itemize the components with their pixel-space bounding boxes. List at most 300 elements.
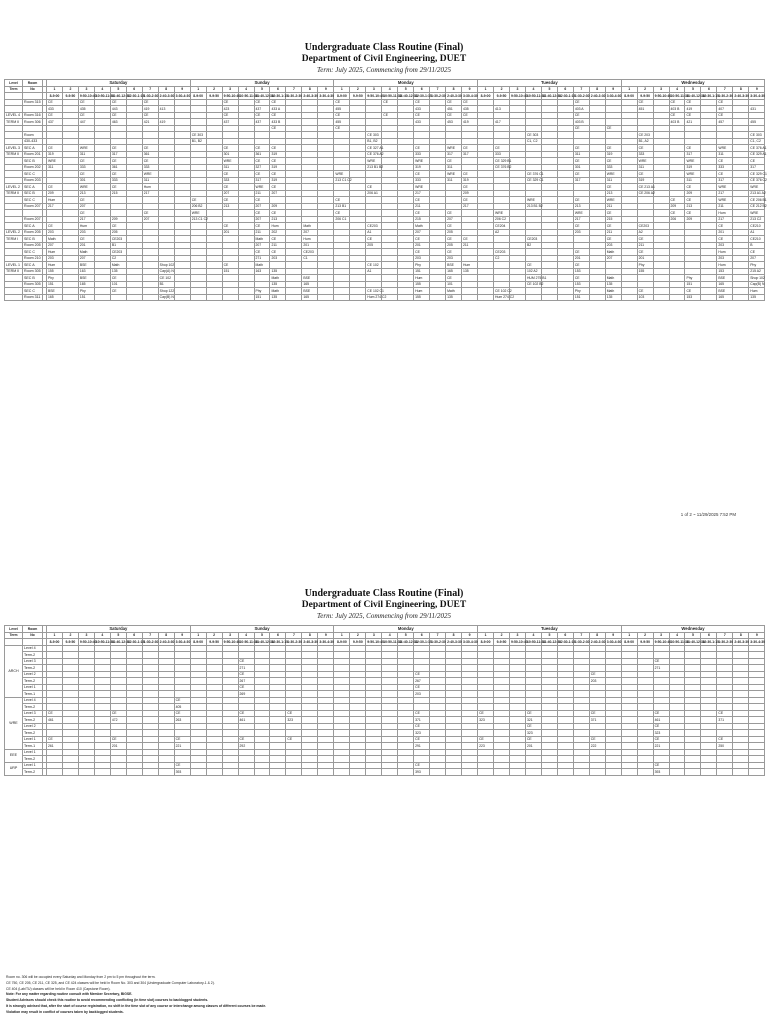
period-number: 5	[254, 632, 270, 639]
note-line: It is strongly advised that, after the start of course registration, no shift in the time slot of any course or interchange among classes of different courses be made.	[6, 1003, 267, 1008]
period-number: 1	[334, 632, 350, 639]
class-cell: 433	[414, 106, 430, 113]
class-cell: CE 376 C2	[750, 178, 767, 183]
class-cell: CE	[142, 145, 158, 152]
class-cell: 319	[47, 151, 63, 158]
level-cell: TERM II	[5, 190, 23, 197]
room-cell: SEC B	[23, 236, 43, 243]
class-cell: 327	[254, 164, 270, 171]
class-cell: CE	[462, 236, 478, 243]
level-term-cell: Level 4	[23, 645, 43, 652]
class-cell: CE203	[302, 249, 318, 256]
class-cell: 151	[414, 268, 430, 275]
class-cell: CE	[110, 184, 126, 191]
period-number: 1	[190, 632, 206, 639]
class-cell: CE203	[110, 236, 126, 243]
period-time: 9:50-10:40	[511, 639, 528, 644]
class-cell: 211	[637, 242, 653, 249]
class-cell: CE	[462, 184, 478, 191]
class-cell	[525, 294, 541, 301]
period-number: 2	[494, 86, 510, 93]
period-number: 5	[541, 632, 557, 639]
class-cell: B1, A2	[637, 138, 653, 145]
period-number: 1	[621, 86, 637, 93]
note-line: Note: For any matter regarding routine consult with Member Secretary, BIGSE.	[6, 992, 133, 997]
class-cell: 155	[414, 281, 430, 288]
class-cell: CE	[605, 223, 621, 230]
period-time: 2:40-3:30	[447, 639, 462, 644]
room-cell: Room 306	[24, 119, 41, 124]
period-time: 10:50-11:30	[239, 93, 258, 98]
class-cell: 203	[605, 242, 621, 249]
class-cell: CE	[142, 99, 158, 106]
class-cell: 203	[414, 255, 430, 262]
class-cell: CE 329 A1	[750, 152, 767, 157]
class-cell	[478, 294, 494, 301]
class-cell	[174, 294, 190, 301]
period-time: 12:30-1:15	[702, 639, 720, 644]
period-time: 12:30-1:15	[271, 93, 289, 98]
room-cell: Room 311	[23, 294, 43, 301]
class-cell: WRE	[446, 145, 462, 152]
class-cell: CE	[573, 262, 589, 269]
class-cell	[254, 769, 270, 776]
period-time: 3:30-4:30	[750, 639, 765, 644]
period-number: 6	[557, 632, 573, 639]
class-cell: CE 102 C1	[367, 288, 384, 293]
level-term-cell: Term-2	[23, 756, 43, 763]
period-number: 1	[478, 86, 494, 93]
class-cell: 213	[605, 190, 621, 197]
class-cell: WRE	[366, 158, 382, 165]
period-number: 8	[302, 632, 318, 639]
level-cell	[5, 294, 23, 301]
class-cell: Math	[302, 223, 318, 230]
period-time: 12:30-1:15	[271, 639, 289, 644]
class-cell: Phy	[749, 262, 765, 269]
class-cell: B	[749, 242, 765, 249]
class-cell: 453	[446, 119, 462, 126]
class-cell: WRE	[717, 145, 733, 152]
class-cell: 419	[142, 106, 158, 113]
class-cell: 201	[78, 242, 94, 249]
class-cell: 311	[446, 177, 462, 184]
class-cell: CE	[78, 197, 94, 204]
class-cell: B1, B2	[190, 138, 206, 145]
class-cell: CE	[717, 736, 733, 743]
class-cell: CE	[286, 736, 302, 743]
period-number: 2	[206, 632, 222, 639]
class-cell: 405	[174, 704, 190, 711]
period-number: 9	[749, 632, 765, 639]
level-term-cell: Level 4	[23, 697, 43, 704]
class-cell: 419	[685, 106, 701, 113]
class-cell: CE	[605, 236, 621, 243]
class-cell: A2	[494, 229, 510, 236]
class-cell: CE	[685, 145, 701, 152]
class-cell: CE	[78, 236, 94, 243]
class-cell: CE	[653, 762, 669, 769]
class-cell: 417	[494, 119, 510, 126]
class-cell: WRE	[525, 197, 541, 204]
class-cell: CE	[494, 145, 510, 152]
class-cell: CE	[414, 762, 430, 769]
class-cell: 319	[637, 177, 653, 184]
period-number: 7	[142, 632, 158, 639]
class-cell: 433 B	[270, 119, 286, 126]
class-cell: CE	[717, 223, 733, 230]
class-cell: 319	[414, 164, 430, 171]
class-cell: BSE	[446, 262, 462, 269]
period-number: 3	[653, 86, 669, 93]
period-time: 11:40-12:30	[542, 93, 562, 98]
class-cell: CE	[222, 112, 238, 119]
class-cell: 155	[414, 294, 430, 301]
class-cell: CE 376 A1	[750, 145, 767, 150]
class-cell: CE	[110, 158, 126, 165]
period-number: 2	[494, 632, 510, 639]
class-cell: 451	[637, 106, 653, 113]
class-cell: 207	[142, 216, 158, 223]
period-number: 5	[685, 632, 701, 639]
class-cell: 213	[78, 190, 94, 197]
note-line: CE 404 (Lab/TU) classes will be held in Room 410 (Capstone Room).	[6, 986, 111, 991]
class-cell: CE	[334, 197, 350, 204]
period-time: 11:40-12:30	[399, 93, 418, 98]
class-cell: CE 102	[158, 275, 174, 282]
class-cell: 217	[717, 190, 733, 197]
class-cell: CE	[254, 99, 270, 106]
class-cell: CE	[446, 223, 462, 230]
class-cell: CE	[446, 158, 462, 165]
class-cell: 333	[494, 151, 510, 158]
room-cell: Room 201	[24, 152, 41, 157]
class-cell	[110, 294, 126, 301]
class-cell: CE	[605, 184, 621, 191]
class-cell: CE	[685, 197, 701, 204]
period-number: 4	[94, 86, 110, 93]
class-cell: 201	[717, 229, 733, 236]
class-cell: 461	[238, 717, 254, 724]
period-number: 4	[669, 86, 685, 93]
class-cell: Cap(B) N	[750, 282, 765, 287]
period-time: 3:30-4:30	[606, 93, 622, 98]
class-cell: WRE	[605, 197, 621, 204]
no-header: No	[23, 632, 43, 639]
room-header: Room	[23, 80, 43, 87]
class-cell: 323	[525, 730, 541, 737]
period-time: 3:30-4:30	[175, 639, 191, 644]
period-time: 9-9:50	[206, 639, 222, 646]
class-cell: CE	[142, 158, 158, 165]
class-cell: CE	[174, 710, 190, 717]
class-cell	[701, 294, 717, 301]
class-cell: CE	[110, 736, 126, 743]
period-time: 3:30-4:30	[319, 93, 335, 98]
class-cell: Hum	[414, 288, 430, 295]
note-line: Room no. 306 will be occupied every Saturday and Monday from 2 pm to 5 pm throughout the term.	[6, 975, 156, 979]
period-time: 9-9:50	[637, 639, 653, 646]
period-time: 3:30-4:30	[463, 93, 478, 98]
room-cell: Room 205	[24, 230, 41, 235]
class-cell	[350, 769, 366, 776]
class-cell: CE	[78, 210, 94, 217]
class-cell: Math	[254, 262, 270, 269]
room-cell: SEC C	[23, 171, 43, 178]
class-cell: CE	[478, 736, 494, 743]
class-cell: 261	[47, 743, 63, 750]
class-cell: 319	[270, 164, 286, 171]
period-number: 6	[414, 632, 430, 639]
class-cell: 317	[110, 151, 126, 158]
room-cell: SEC C	[23, 197, 43, 204]
class-cell: BSE	[717, 288, 733, 295]
class-cell	[222, 769, 238, 776]
period-time: 8-9:00	[621, 93, 637, 100]
class-cell: CE	[685, 99, 701, 106]
class-cell: A1	[366, 229, 382, 236]
class-cell: 457	[717, 119, 733, 126]
period-number: 7	[573, 86, 589, 93]
class-cell: CE	[254, 112, 270, 119]
class-cell: 135	[605, 294, 621, 301]
class-cell: 201	[573, 255, 589, 262]
class-cell	[541, 769, 557, 776]
class-cell: Hum	[717, 262, 733, 269]
level-header: Level	[5, 626, 23, 633]
class-cell: CE	[669, 112, 685, 119]
class-cell: 393	[174, 769, 190, 776]
class-cell: 393	[414, 769, 430, 776]
class-cell: Hum	[717, 210, 733, 217]
class-cell: 437	[47, 119, 63, 126]
class-cell: CE	[270, 125, 286, 132]
class-cell	[446, 769, 462, 776]
class-cell: CE	[47, 145, 63, 152]
room-cell: SEC B	[23, 275, 43, 282]
class-cell: CE 303	[366, 132, 382, 139]
class-cell: 461	[653, 717, 669, 724]
class-cell: CE 206 B1	[750, 197, 767, 202]
class-cell: A2	[637, 229, 653, 236]
room-cell: SEC A	[23, 223, 43, 230]
dept-cell: URP	[5, 762, 23, 775]
period-number: 1	[47, 86, 63, 93]
class-cell: 433	[47, 106, 63, 113]
class-cell: CE	[669, 197, 685, 204]
level-cell: TERM I	[5, 236, 23, 243]
dept-cell: ARCH	[5, 645, 23, 697]
class-cell: CE	[525, 723, 541, 730]
class-cell: CE	[254, 158, 270, 165]
class-cell	[350, 294, 366, 301]
class-cell: 165	[78, 281, 94, 288]
class-cell	[685, 769, 701, 776]
class-cell: CE	[446, 275, 462, 282]
class-cell: CE	[334, 125, 350, 132]
class-cell: CE	[110, 112, 126, 119]
class-cell: 317	[685, 151, 701, 158]
class-cell: CE	[238, 658, 254, 665]
class-cell	[478, 769, 494, 776]
room-cell: Room 207	[24, 204, 41, 209]
room-cell: Room 207	[24, 217, 41, 222]
class-cell: 333	[717, 164, 733, 171]
class-cell: CE 212 B2	[750, 204, 767, 209]
class-cell: CE	[222, 145, 238, 152]
class-cell: CE	[573, 145, 589, 152]
period-number: 6	[126, 86, 142, 93]
period-number: 8	[733, 632, 749, 639]
class-cell: CE203	[494, 249, 510, 256]
period-time: 9:50-10:40	[654, 93, 672, 98]
class-cell: 206	[669, 216, 685, 223]
period-number: 5	[685, 86, 701, 93]
class-cell: 203	[446, 255, 462, 262]
period-number: 5	[254, 86, 270, 93]
class-cell: 403 B	[669, 106, 685, 113]
class-cell: 209	[270, 203, 286, 210]
class-cell: CE 376 C1	[526, 171, 544, 176]
class-cell: WRE	[749, 210, 765, 217]
period-number: 4	[382, 632, 398, 639]
class-cell: CE203	[110, 249, 126, 256]
class-cell: 311	[446, 164, 462, 171]
class-cell: Shop 102	[750, 275, 765, 280]
department-name: Department of Civil Engineering, DUET	[301, 54, 467, 64]
period-number: 4	[382, 86, 398, 93]
class-cell: 201	[414, 242, 430, 249]
class-cell: A1	[749, 229, 765, 236]
day-header: Saturday	[47, 80, 191, 87]
period-time: 8-9:00	[478, 639, 494, 646]
class-cell: 317	[717, 177, 733, 184]
class-cell: 271	[653, 665, 669, 672]
period-number: 3	[510, 86, 526, 93]
class-cell: CE 102 B2	[526, 282, 544, 287]
class-cell: 201	[302, 242, 318, 249]
class-cell: 421	[142, 119, 158, 126]
class-cell: CE	[525, 736, 541, 743]
class-cell: CE	[78, 112, 94, 119]
class-cell: B2	[525, 242, 541, 249]
class-cell: CE203	[366, 223, 382, 230]
class-cell: CE	[589, 710, 605, 717]
class-cell: 435	[462, 106, 478, 113]
level-term-cell: Term-1	[23, 743, 43, 750]
class-cell: CE	[462, 171, 478, 178]
note-line: Student Advisors should check this routine to avoid recommending conflicting (in time slot) courses to backlogged students.	[6, 998, 209, 1003]
period-time: 9:50-10:40	[511, 93, 528, 98]
class-cell	[733, 769, 749, 776]
class-cell: CE	[573, 197, 589, 204]
class-cell: 267	[238, 678, 254, 685]
class-cell: Hum	[78, 223, 94, 230]
class-cell: 215	[110, 190, 126, 197]
class-cell: 472	[110, 717, 126, 724]
period-number: 8	[158, 632, 174, 639]
class-cell	[126, 294, 142, 301]
class-cell	[62, 769, 78, 776]
page-two	[0, 588, 768, 776]
class-cell: 393	[653, 769, 669, 776]
class-cell: 423	[222, 106, 238, 113]
class-cell: CE	[47, 736, 63, 743]
class-cell: 155	[637, 268, 653, 275]
class-cell	[334, 294, 350, 301]
class-cell: 217	[142, 190, 158, 197]
class-cell: CE203	[637, 223, 653, 230]
class-cell: 207	[254, 216, 270, 223]
period-number: 7	[573, 632, 589, 639]
class-cell: WRE	[494, 210, 510, 217]
class-cell: 433 A	[270, 106, 286, 113]
class-cell: 202	[270, 229, 286, 236]
period-number: 8	[589, 86, 605, 93]
class-cell: CE	[669, 210, 685, 217]
level-cell: TERM II	[5, 119, 23, 126]
class-cell: Hum	[749, 288, 765, 295]
period-time: 8-9:00	[334, 639, 350, 646]
class-cell: Math	[47, 236, 63, 243]
period-number: 6	[270, 632, 286, 639]
room-cell: SEC A	[23, 184, 43, 191]
class-cell: 333	[414, 177, 430, 184]
class-cell: 206 A1	[366, 190, 382, 197]
class-cell: 317	[446, 151, 462, 158]
class-cell: CE	[462, 112, 478, 119]
class-cell: CE	[637, 236, 653, 243]
class-cell: CE	[462, 197, 478, 204]
class-cell: 203	[78, 229, 94, 236]
day-header: Wednesday	[621, 80, 765, 87]
period-time: 9-9:50	[350, 93, 366, 100]
class-cell: 311	[717, 151, 733, 158]
class-cell: CE	[222, 171, 238, 178]
class-cell: CE	[238, 684, 254, 691]
period-time: 1:30-2:30	[143, 93, 159, 98]
class-cell	[749, 769, 765, 776]
routine-title-2: Undergraduate Class Routine (Final)	[304, 588, 464, 599]
class-cell: 403 B	[573, 119, 589, 126]
class-cell: 301	[573, 164, 589, 171]
period-time: 2:40-3:30	[303, 639, 319, 644]
class-cell: 165	[717, 281, 733, 288]
class-cell: 163	[254, 268, 270, 275]
class-cell	[318, 769, 334, 776]
class-cell: CE	[749, 249, 765, 256]
period-number: 8	[302, 86, 318, 93]
period-time: 9:50-10:40	[79, 93, 97, 98]
class-cell: CE 303	[749, 132, 765, 139]
period-number: 9	[605, 86, 621, 93]
class-cell: 203	[47, 255, 63, 262]
period-time: 3:30-4:30	[750, 93, 765, 98]
period-time: 2:40-3:30	[447, 93, 462, 98]
class-cell: WRE	[414, 158, 430, 165]
period-number: 3	[653, 632, 669, 639]
class-cell: Shop 122	[159, 288, 175, 293]
period-time: 9:50-10:40	[223, 639, 241, 644]
class-cell: 151	[78, 294, 94, 301]
class-cell: CE	[414, 112, 430, 119]
page-one	[0, 42, 768, 301]
class-cell: Hum	[47, 262, 63, 269]
period-number: 5	[398, 632, 414, 639]
class-cell: 213 A1 A2	[750, 191, 766, 196]
class-cell	[541, 294, 557, 301]
class-cell: Phy	[573, 288, 589, 295]
